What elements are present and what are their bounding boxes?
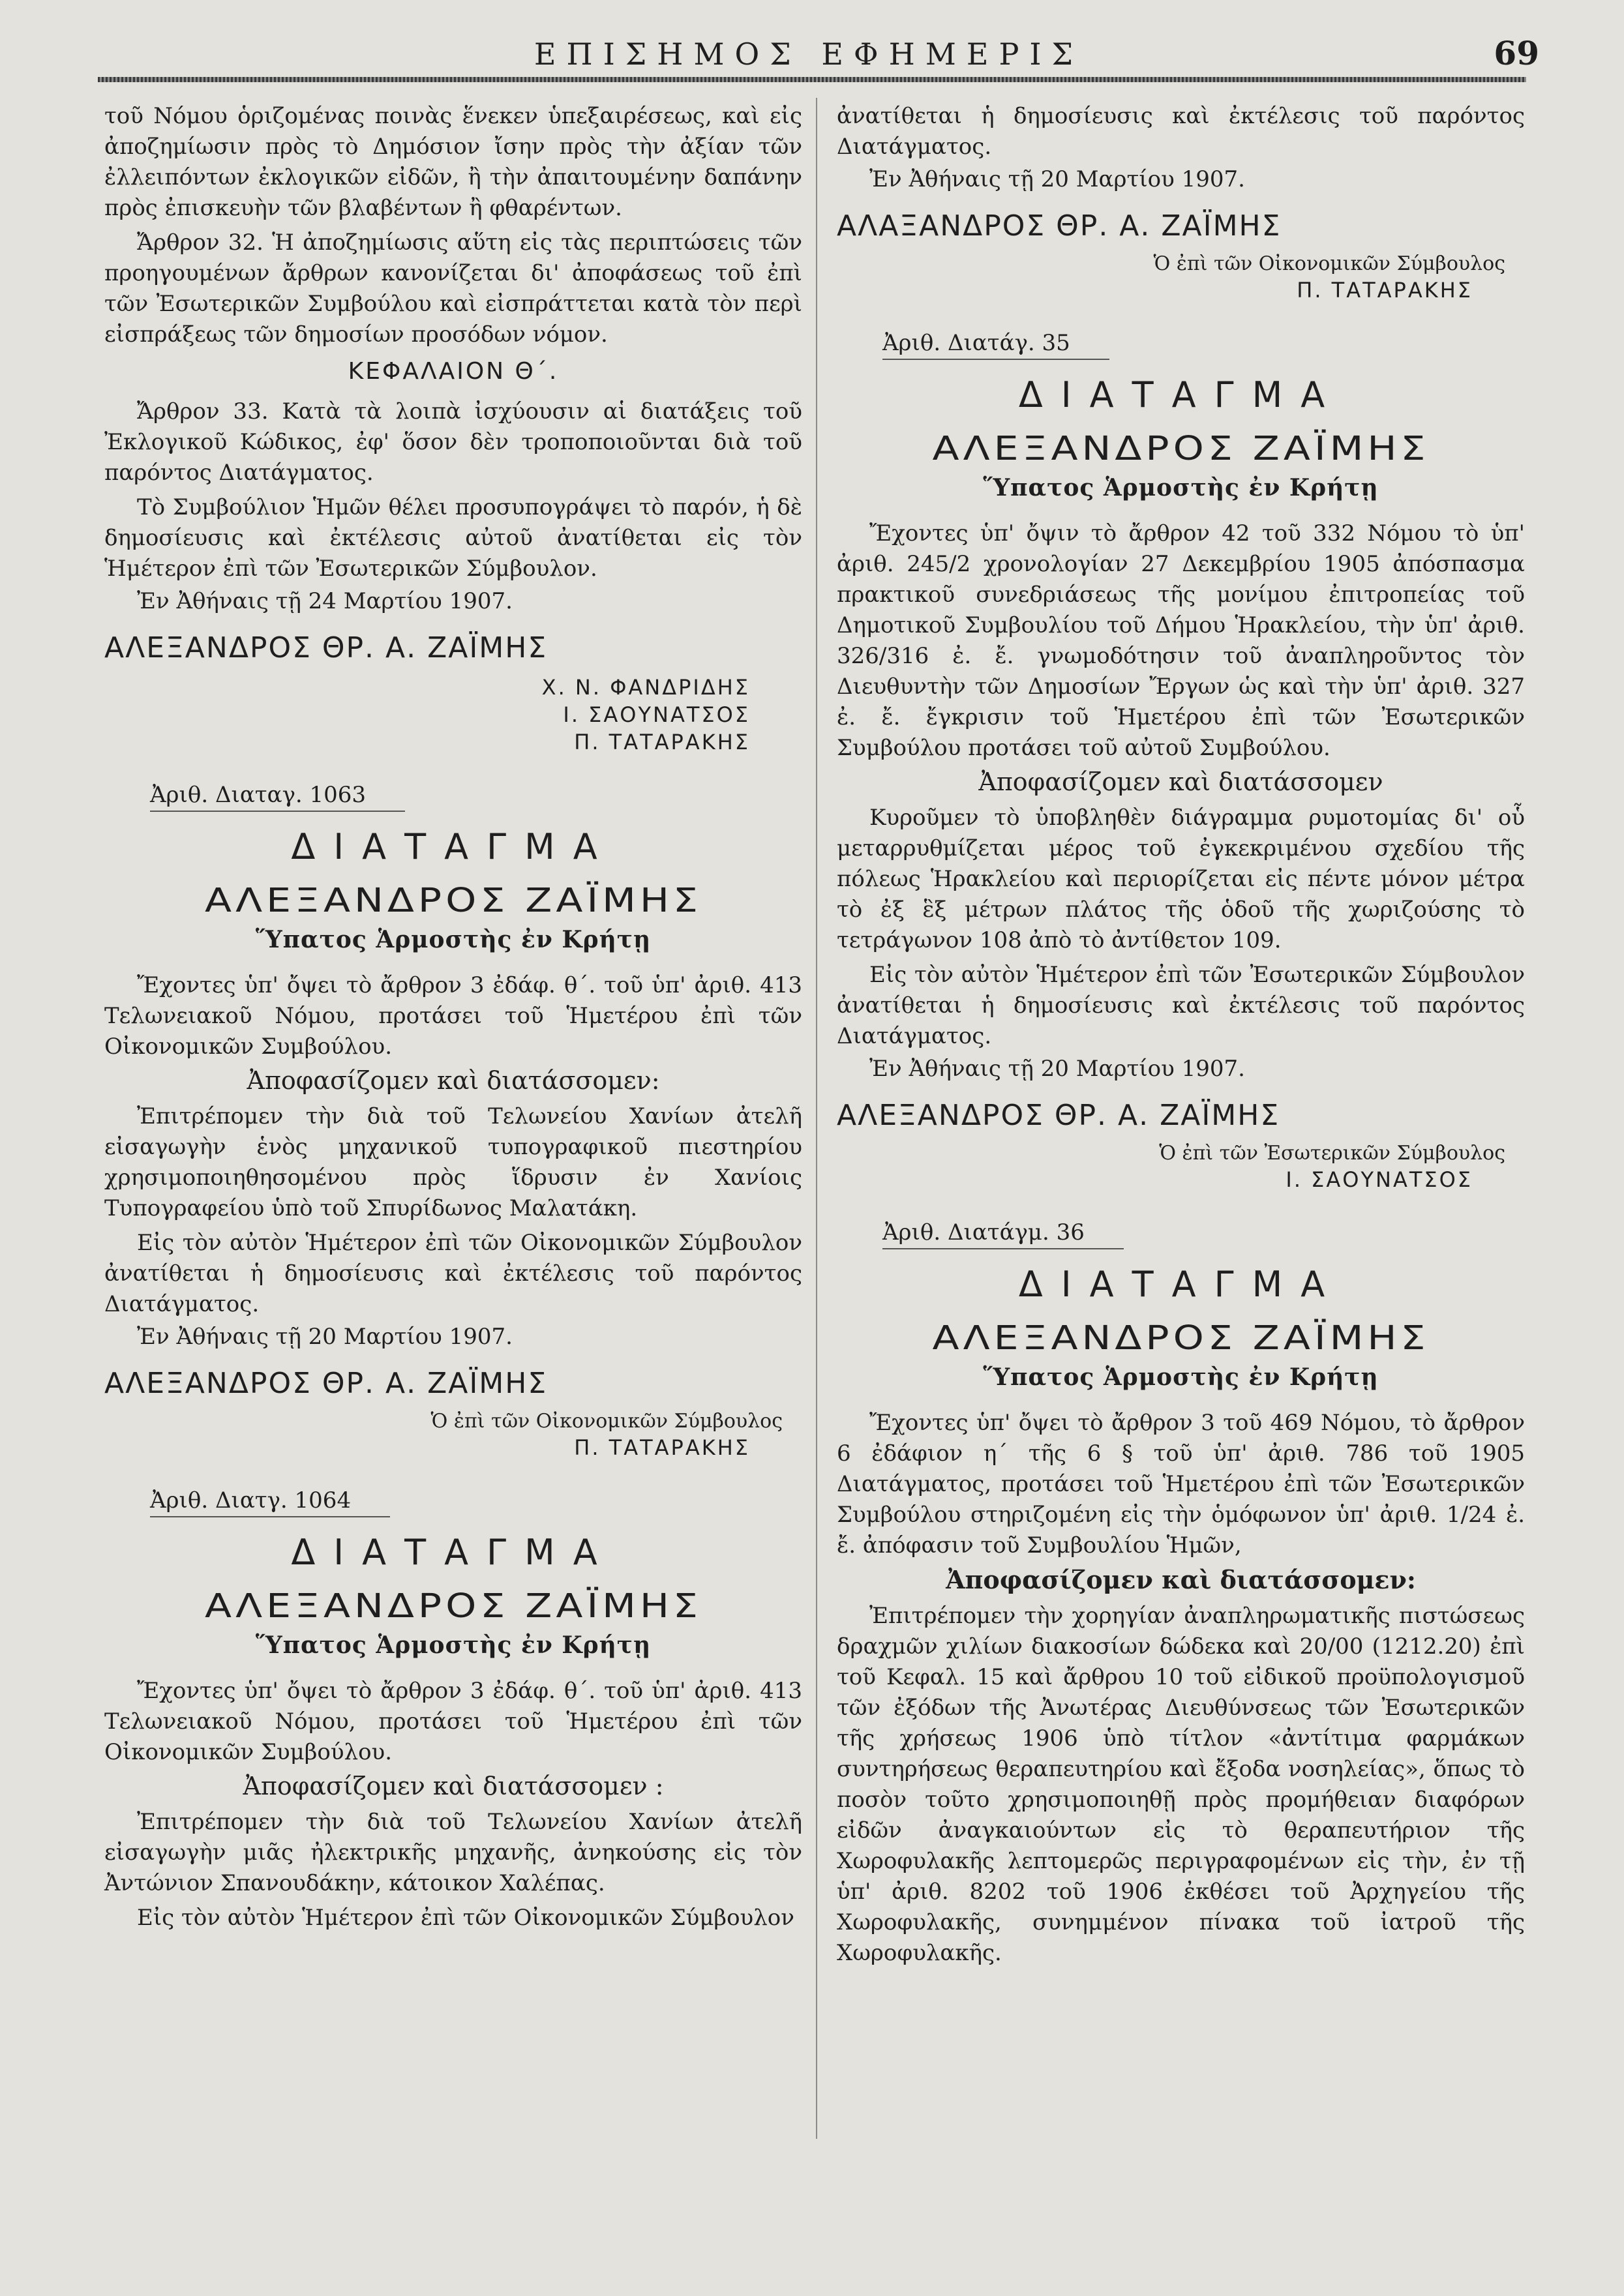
paragraph: Κυροῦμεν τὸ ὑποβληθὲν διάγραμμα ρυμοτομίας δι' οὗ μεταρρυθμίζεται μέρος τοῦ ἐγκεκριμένου σχεδίου τῆς πόλεως Ἡρακλείου καὶ περιορίζεται εἰς πέντε μόνον μέτρα τὸ ἐξ ἓξ μέτρων πλάτος τῆς ὁδοῦ τῆς χωριζούσης τὸ τετράγωνον 108 ἀπὸ τὸ ἀντίθετον 109. [837,805,1525,953]
issuer-name: ΑΛΕΞΑΝΔΡΟΣ ΖΑΪΜΗΣ [932,1319,1430,1358]
decree-heading: ΔΙΑΤΑΓΜΑ [291,826,616,867]
decree-number: Ἀριθ. Διαταγ. 1063 [150,782,405,812]
paragraph: Εἰς τὸν αὐτὸν Ἡμέτερον ἐπὶ τῶν Οἰκονομικῶν Σύμβουλον ἀνατίθεται ἡ δημοσίευσις καὶ ἐκτέλεσις τοῦ παρόντος Διατάγματος. [104,1230,802,1317]
paragraph: Ἔχοντες ὑπ' ὄψει τὸ ἄρθρον 3 ἐδάφ. θ΄. τοῦ ὑπ' ἀριθ. 413 Τελωνειακοῦ Νόμου, προτάσει τοῦ Ἡμετέρου ἐπὶ τῶν Οἰκονομικῶν Συμβούλου. [104,1678,802,1765]
resolution-heading: Ἀποφασίζομεν καὶ διατάσσομεν : [243,1772,664,1800]
issuer-name: ΑΛΕΞΑΝΔΡΟΣ ΖΑΪΜΗΣ [932,429,1430,468]
cosigner: Ι. ΣΑΟΥΝΑΤΣΟΣ [563,702,750,727]
signature-name: ΑΛΕΞΑΝΔΡΟΣ ΘΡ. Α. ΖΑΪΜΗΣ [837,1099,1280,1132]
signatory: Π. ΤΑΤΑΡΑΚΗΣ [574,1435,750,1460]
paragraph: Εἰς τὸν αὐτὸν Ἡμέτερον ἐπὶ τῶν Οἰκονομικῶν Σύμβουλον [137,1905,794,1931]
signature-name: ΑΛΑΞΑΝΔΡΟΣ ΘΡ. Α. ΖΑΪΜΗΣ [837,209,1282,243]
paragraph: Ἄρθρον 33. Κατὰ τὰ λοιπὰ ἰσχύουσιν αἱ διατάξεις τοῦ Ἐκλογικοῦ Κώδικος, ἐφ' ὅσον δὲν τροποποιοῦνται διὰ τοῦ παρόντος Διατάγματος. [104,398,802,486]
date-line: Ἐν Ἀθήναις τῇ 20 Μαρτίου 1907. [869,1056,1245,1082]
paragraph: Ἐπιτρέπομεν τὴν διὰ τοῦ Τελωνείου Χανίων ἀτελῆ εἰσαγωγὴν μιᾶς ἠλεκτρικῆς μηχανῆς, ἀνηκούσης εἰς τὸν Ἀντώνιον Σπανουδάκην, κάτοικον Χαλέπας. [104,1809,802,1896]
left-column [104,101,802,1937]
signatory: Ι. ΣΑΟΥΝΑΤΣΟΣ [1286,1167,1473,1192]
header-rule [98,77,1526,82]
date-line: Ἐν Ἀθήναις τῇ 20 Μαρτίου 1907. [869,166,1245,192]
decree-number: Ἀριθ. Διατάγ. 35 [882,330,1109,360]
paragraph: Εἰς τὸν αὐτὸν Ἡμέτερον ἐπὶ τῶν Ἐσωτερικῶν Σύμβουλον ἀνατίθεται ἡ δημοσίευσις καὶ ἐκτέλεσις τοῦ παρόντος Διατάγματος. [837,962,1525,1049]
resolution-heading: Ἀποφασίζομεν καὶ διατάσσομεν: [247,1066,660,1095]
date-line: Ἐν Ἀθήναις τῇ 24 Μαρτίου 1907. [137,588,513,614]
cosigner: Χ. Ν. ΦΑΝΔΡΙΔΗΣ [541,675,750,700]
right-column [837,101,1525,1973]
paragraph: Ἔχοντες ὑπ' ὄψιν τὸ ἄρθρον 42 τοῦ 332 Νόμου τὸ ὑπ' ἀριθ. 245/2 χρονολογίαν 27 Δεκεμβρίου 1905 ἀπόσπασμα πρακτικοῦ συνεδριάσεως τῆς μονίμου ἐπιτροπείας τοῦ Δημοτικοῦ Συμβουλίου τοῦ Δήμου Ἡρακλείου, τὴν ὑπ' ἀριθ. 326/316 ἐ. ἔ. γνωμοδότησιν τοῦ ἀναπληροῦντος τὸν Διευθυντὴν τῶν Δημοσίων Ἔργων ὡς καὶ τὴν ὑπ' ἀριθ. 327 ἐ. ἔ. ἔγκρισιν τοῦ Ἡμετέρου ἐπὶ τῶν Ἐσωτερικῶν Συμβούλου προτάσει τοῦ αὐτοῦ Συμβούλου. [837,520,1525,761]
paragraph: Ἐπιτρέπομεν τὴν χορηγίαν ἀναπληρωματικῆς πιστώσεως δραχμῶν χιλίων διακοσίων δώδεκα καὶ 20/00 (1212.20) ἐπὶ τοῦ Κεφαλ. 15 καὶ ἄρθρου 10 τοῦ εἰδικοῦ προϋπολογισμοῦ τῶν ἐξόδων τῆς Ἀνωτέρας Διευθύνσεως τῶν Ἐσωτερικῶν τῆς χρήσεως 1906 ὑπὸ τίτλον «ἀντίτιμα φαρμάκων συντηρήσεως θεραπευτηρίου καὶ ἔξοδα νοσηλείας», ὅπως τὸ ποσὸν τοῦτο χρησιμοποιηθῇ πρὸς προμήθειαν διαφόρων εἰδῶν ἀναγκαιούντων εἰς τὸ θεραπευτήριον τῆς Χωροφυλακῆς λεπτομερῶς περιγραφομένων εἰς τὴν, ἐν τῇ ὑπ' ἀριθ. 8202 τοῦ 1906 ἐκθέσει τοῦ Ἀρχηγείου τῆς Χωροφυλακῆς, συνημμένον πίνακα τοῦ ἰατροῦ τῆς Χωροφυλακῆς. [837,1603,1525,1966]
date-line: Ἐν Ἀθήναις τῇ 20 Μαρτίου 1907. [137,1324,513,1350]
newspaper-title: ΕΠΙΣΗΜΟΣ ΕΦΗΜΕΡΙΣ [534,37,1084,72]
paragraph: ἀνατίθεται ἡ δημοσίευσις καὶ ἐκτέλεσις τοῦ παρόντος Διατάγματος. [837,103,1525,160]
signatory-role: Ὁ ἐπὶ τῶν Ἐσωτερικῶν Σύμβουλος [1159,1142,1505,1165]
issuer-name: ΑΛΕΞΑΝΔΡΟΣ ΖΑΪΜΗΣ [205,1587,702,1626]
paragraph: Τὸ Συμβούλιον Ἡμῶν θέλει προσυπογράψει τὸ παρόν, ἡ δὲ δημοσίευσις καὶ ἐκτέλεσις αὐτοῦ ἀνατίθεται εἰς τὸν Ἡμέτερον ἐπὶ τῶν Ἐσωτερικῶν Σύμβουλον. [104,494,802,582]
signatory-role: Ὁ ἐπὶ τῶν Οἰκονομικῶν Σύμβουλος [1153,252,1505,275]
paragraph: τοῦ Νόμου ὁριζομένας ποινὰς ἕνεκεν ὑπεξαιρέσεως, καὶ εἰς ἀποζημίωσιν πρὸς τὸ Δημόσιον ἴσην πρὸς τὴν ἀξίαν τῶν ἐλλειπόντων ἐκλογικῶν εἰδῶν, ἢ τὴν ἀπαιτουμένην δαπάνην πρὸς ἐπισκευὴν τῶν βλαβέντων ἢ φθαρέντων. [104,103,802,221]
paragraph: Ἄρθρον 32. Ἡ ἀποζημίωσις αὕτη εἰς τὰς περιπτώσεις τῶν προηγουμένων ἄρθρων κανονίζεται δι' ἀποφάσεως τοῦ ἐπὶ τῶν Ἐσωτερικῶν Συμβούλου καὶ εἰσπράττεται κατὰ τὸν περὶ εἰσπράξεως τῶν δημοσίων προσόδων νόμον. [104,230,802,348]
paragraph: Ἐπιτρέπομεν τὴν διὰ τοῦ Τελωνείου Χανίων ἀτελῆ εἰσαγωγὴν ἑνὸς μηχανικοῦ τυπογραφικοῦ πιεστηρίου χρησιμοποιηθησομένου πρὸς ἵδρυσιν ἐν Χανίοις Τυπογραφείου ὑπὸ τοῦ Σπυρίδωνος Μαλατάκη. [104,1103,802,1221]
resolution-heading: Ἀποφασίζομεν καὶ διατάσσομεν: [946,1565,1416,1594]
issuer-title: Ὕπατος Ἁρμοστὴς ἐν Κρήτῃ [255,1632,652,1659]
column-divider [816,98,817,2139]
issuer-title: Ὕπατος Ἁρμοστὴς ἐν Κρήτῃ [983,1364,1379,1391]
decree-number: Ἀριθ. Διατγ. 1064 [150,1487,390,1517]
page-number: 69 [1494,34,1539,72]
issuer-name: ΑΛΕΞΑΝΔΡΟΣ ΖΑΪΜΗΣ [205,881,702,920]
issuer-title: Ὕπατος Ἁρμοστὴς ἐν Κρήτῃ [983,474,1379,501]
decree-heading: ΔΙΑΤΑΓΜΑ [1018,374,1344,415]
decree-heading: ΔΙΑΤΑΓΜΑ [1018,1264,1344,1305]
resolution-heading: Ἀποφασίζομεν καὶ διατάσσομεν [978,768,1383,796]
cosigner: Π. ΤΑΤΑΡΑΚΗΣ [574,730,750,754]
signature-name: ΑΛΕΞΑΝΔΡΟΣ ΘΡ. Α. ΖΑΪΜΗΣ [104,631,548,664]
decree-number: Ἀριθ. Διατάγμ. 36 [882,1219,1124,1249]
signatory-role: Ὁ ἐπὶ τῶν Οἰκονομικῶν Σύμβουλος [430,1410,783,1433]
signature-name: ΑΛΕΞΑΝΔΡΟΣ ΘΡ. Α. ΖΑΪΜΗΣ [104,1367,548,1400]
decree-heading: ΔΙΑΤΑΓΜΑ [291,1532,616,1573]
signatory: Π. ΤΑΤΑΡΑΚΗΣ [1297,278,1473,303]
paragraph: Ἔχοντες ὑπ' ὄψει τὸ ἄρθρον 3 ἐδάφ. θ΄. τοῦ ὑπ' ἀριθ. 413 Τελωνειακοῦ Νόμου, προτάσει τοῦ Ἡμετέρου ἐπὶ τῶν Οἰκονομικῶν Συμβούλου. [104,972,802,1060]
paragraph: Ἔχοντες ὑπ' ὄψει τὸ ἄρθρον 3 τοῦ 469 Νόμου, τὸ ἄρθρον 6 ἐδάφιον η΄ τῆς 6 § τοῦ ὑπ' ἀριθ. 786 τοῦ 1905 Διατάγματος, προτάσει τοῦ Ἡμετέρου ἐπὶ τῶν Ἐσωτερικῶν Συμβούλου στηριζομένη εἰς τὴν ὁμόφωνον ὑπ' ἀριθ. 1/24 ἐ. ἔ. ἀπόφασιν τοῦ Συμβουλίου Ἡμῶν, [837,1410,1525,1558]
issuer-title: Ὕπατος Ἁρμοστὴς ἐν Κρήτῃ [255,926,652,953]
page-header [78,34,1539,73]
chapter-heading: ΚΕΦΑΛΑΙΟΝ Θ΄. [348,358,559,385]
